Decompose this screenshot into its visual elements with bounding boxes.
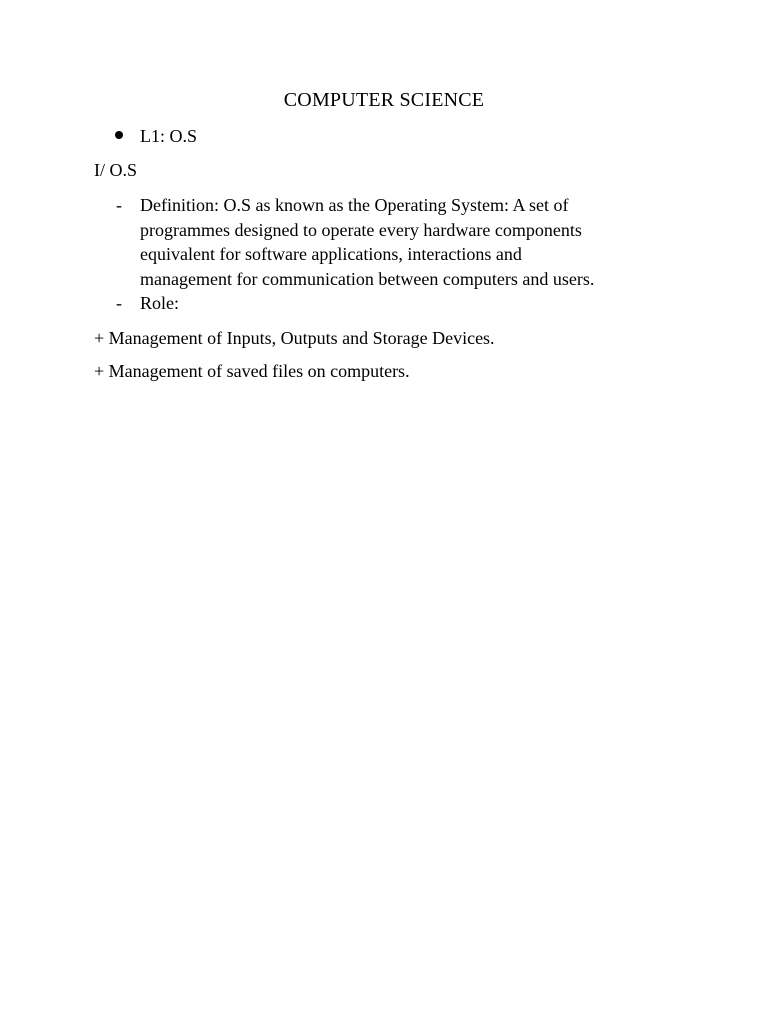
- definition-line: Definition: O.S as known as the Operating System: A set of: [140, 195, 569, 215]
- role-label: Role:: [140, 293, 179, 313]
- definition-paragraph: [140, 193, 700, 291]
- document-title: COMPUTER SCIENCE: [283, 89, 485, 111]
- definition-line: programmes designed to operate every hardware components: [140, 219, 582, 240]
- definition-line: management for communication between computers and users.: [140, 268, 595, 289]
- role-item: + Management of saved files on computers.: [94, 361, 410, 381]
- bullet-icon: [115, 131, 123, 139]
- bullet-item-lesson: L1: O.S: [140, 126, 198, 146]
- section-heading: I/ O.S: [94, 160, 138, 180]
- dash-marker-definition: -: [116, 195, 122, 215]
- definition-line: equivalent for software applications, interactions and: [140, 244, 522, 264]
- role-item: + Management of Inputs, Outputs and Storage Devices.: [94, 328, 495, 348]
- dash-marker-role: -: [116, 293, 122, 313]
